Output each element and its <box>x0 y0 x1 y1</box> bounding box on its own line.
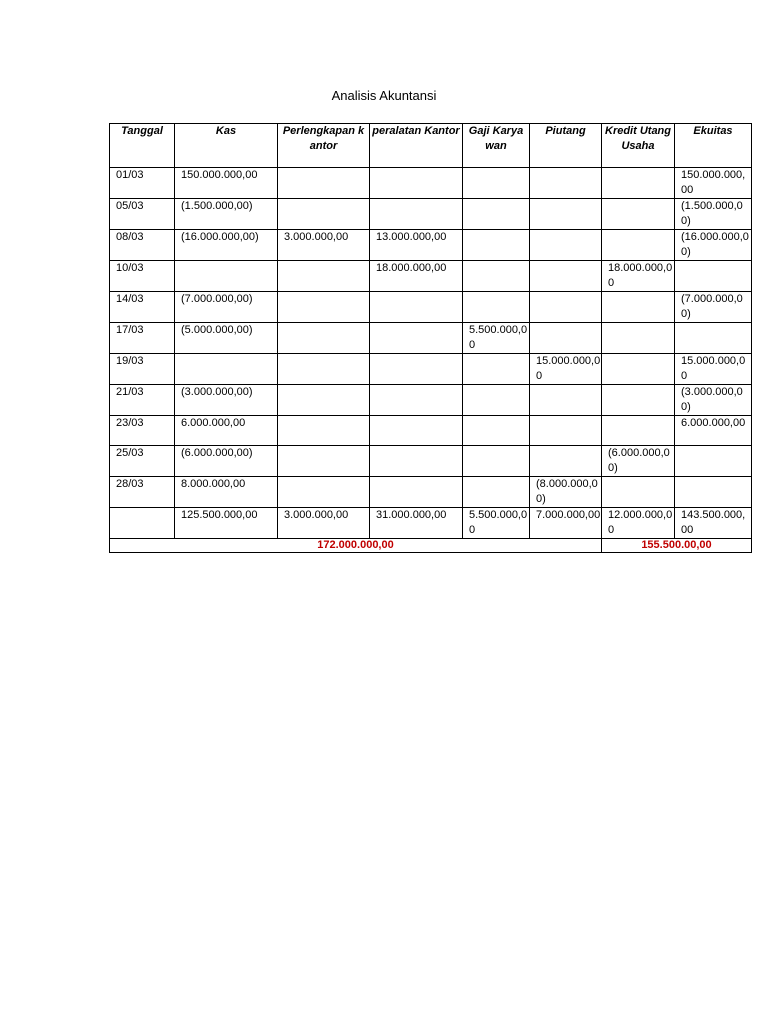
cell-tanggal: 08/03 <box>110 230 175 261</box>
cell-piutang <box>530 230 602 261</box>
cell-perlengkapan <box>278 199 370 230</box>
header-gaji-karyawan: Gaji Karyawan <box>463 124 530 168</box>
cell-perlengkapan <box>278 292 370 323</box>
cell-kredit <box>602 199 675 230</box>
cell-gaji <box>463 354 530 385</box>
cell-kas: (16.000.000,00) <box>175 230 278 261</box>
cell-tanggal: 28/03 <box>110 477 175 508</box>
cell-tanggal: 05/03 <box>110 199 175 230</box>
cell-piutang <box>530 168 602 199</box>
cell-perlengkapan <box>278 323 370 354</box>
cell-kredit <box>602 292 675 323</box>
cell-kas: (7.000.000,00) <box>175 292 278 323</box>
document-title-text: Analisis Akuntansi <box>331 88 437 103</box>
table-row <box>110 168 752 199</box>
header-kas: Kas <box>175 124 278 168</box>
cell-gaji <box>463 199 530 230</box>
total-row <box>110 539 752 553</box>
table-row <box>110 354 752 385</box>
cell-kredit: (6.000.000,00) <box>602 446 675 477</box>
sum-cell-piutang: 7.000.000,00 <box>530 508 602 539</box>
cell-peralatan <box>370 292 463 323</box>
cell-piutang <box>530 416 602 446</box>
cell-peralatan <box>370 323 463 354</box>
header-piutang: Piutang <box>530 124 602 168</box>
table-row <box>110 199 752 230</box>
cell-ekuitas <box>675 446 752 477</box>
cell-kredit <box>602 354 675 385</box>
cell-kredit <box>602 323 675 354</box>
accounting-table <box>109 123 752 553</box>
cell-perlengkapan <box>278 168 370 199</box>
cell-piutang <box>530 446 602 477</box>
sum-cell-kredit: 12.000.000,00 <box>602 508 675 539</box>
cell-ekuitas: 6.000.000,00 <box>675 416 752 446</box>
table-row <box>110 292 752 323</box>
table-row <box>110 477 752 508</box>
sum-cell-perlengkapan: 3.000.000,00 <box>278 508 370 539</box>
header-kredit-utang-usaha: Kredit Utang Usaha <box>602 124 675 168</box>
sum-cell-tanggal <box>110 508 175 539</box>
total-assets: 172.000.000,00 <box>110 539 602 553</box>
cell-gaji <box>463 230 530 261</box>
cell-ekuitas <box>675 261 752 292</box>
cell-tanggal: 25/03 <box>110 446 175 477</box>
document-title <box>0 88 768 103</box>
cell-perlengkapan <box>278 477 370 508</box>
cell-gaji: 5.500.000,00 <box>463 323 530 354</box>
cell-kas: (5.000.000,00) <box>175 323 278 354</box>
table-row <box>110 261 752 292</box>
cell-piutang <box>530 261 602 292</box>
sum-cell-ekuitas: 143.500.000,00 <box>675 508 752 539</box>
cell-tanggal: 17/03 <box>110 323 175 354</box>
cell-tanggal: 14/03 <box>110 292 175 323</box>
cell-tanggal: 23/03 <box>110 416 175 446</box>
cell-perlengkapan <box>278 354 370 385</box>
cell-piutang: (8.000.000,00) <box>530 477 602 508</box>
cell-perlengkapan <box>278 416 370 446</box>
header-tanggal: Tanggal <box>110 124 175 168</box>
cell-gaji <box>463 385 530 416</box>
cell-tanggal: 19/03 <box>110 354 175 385</box>
cell-peralatan: 13.000.000,00 <box>370 230 463 261</box>
cell-peralatan <box>370 168 463 199</box>
cell-piutang <box>530 385 602 416</box>
cell-piutang <box>530 199 602 230</box>
cell-ekuitas: (1.500.000,00) <box>675 199 752 230</box>
cell-kas <box>175 261 278 292</box>
cell-kredit <box>602 168 675 199</box>
cell-ekuitas: (7.000.000,00) <box>675 292 752 323</box>
cell-peralatan <box>370 446 463 477</box>
table-row <box>110 323 752 354</box>
cell-peralatan <box>370 416 463 446</box>
cell-kas <box>175 354 278 385</box>
cell-kredit: 18.000.000,00 <box>602 261 675 292</box>
table-row <box>110 385 752 416</box>
cell-peralatan: 18.000.000,00 <box>370 261 463 292</box>
cell-kas: (3.000.000,00) <box>175 385 278 416</box>
cell-ekuitas: 15.000.000,00 <box>675 354 752 385</box>
cell-peralatan <box>370 199 463 230</box>
sum-row <box>110 508 752 539</box>
cell-peralatan <box>370 354 463 385</box>
cell-perlengkapan: 3.000.000,00 <box>278 230 370 261</box>
cell-kas: (1.500.000,00) <box>175 199 278 230</box>
cell-piutang <box>530 323 602 354</box>
cell-perlengkapan <box>278 446 370 477</box>
cell-ekuitas <box>675 477 752 508</box>
cell-kas: 8.000.000,00 <box>175 477 278 508</box>
cell-kas: 6.000.000,00 <box>175 416 278 446</box>
cell-tanggal: 01/03 <box>110 168 175 199</box>
cell-peralatan <box>370 385 463 416</box>
header-perlengkapan-kantor: Perlengkapan kantor <box>278 124 370 168</box>
table-header-row <box>110 124 752 168</box>
cell-gaji <box>463 477 530 508</box>
cell-kredit <box>602 385 675 416</box>
cell-gaji <box>463 261 530 292</box>
cell-tanggal: 21/03 <box>110 385 175 416</box>
cell-kredit <box>602 416 675 446</box>
cell-tanggal: 10/03 <box>110 261 175 292</box>
cell-perlengkapan <box>278 385 370 416</box>
sum-cell-peralatan: 31.000.000,00 <box>370 508 463 539</box>
cell-ekuitas: 150.000.000,00 <box>675 168 752 199</box>
header-peralatan-kantor: peralatan Kantor <box>370 124 463 168</box>
total-liabilities-equity: 155.500.00,00 <box>602 539 752 553</box>
cell-gaji <box>463 292 530 323</box>
cell-gaji <box>463 168 530 199</box>
sum-cell-kas: 125.500.000,00 <box>175 508 278 539</box>
cell-ekuitas <box>675 323 752 354</box>
cell-gaji <box>463 446 530 477</box>
cell-kredit <box>602 477 675 508</box>
cell-kredit <box>602 230 675 261</box>
cell-ekuitas: (16.000.000,00) <box>675 230 752 261</box>
cell-piutang <box>530 292 602 323</box>
cell-kas: (6.000.000,00) <box>175 446 278 477</box>
cell-kas: 150.000.000,00 <box>175 168 278 199</box>
table-row <box>110 416 752 446</box>
table-row <box>110 230 752 261</box>
header-ekuitas: Ekuitas <box>675 124 752 168</box>
table-row <box>110 446 752 477</box>
cell-gaji <box>463 416 530 446</box>
cell-ekuitas: (3.000.000,00) <box>675 385 752 416</box>
cell-peralatan <box>370 477 463 508</box>
cell-perlengkapan <box>278 261 370 292</box>
cell-piutang: 15.000.000,00 <box>530 354 602 385</box>
sum-cell-gaji: 5.500.000,00 <box>463 508 530 539</box>
